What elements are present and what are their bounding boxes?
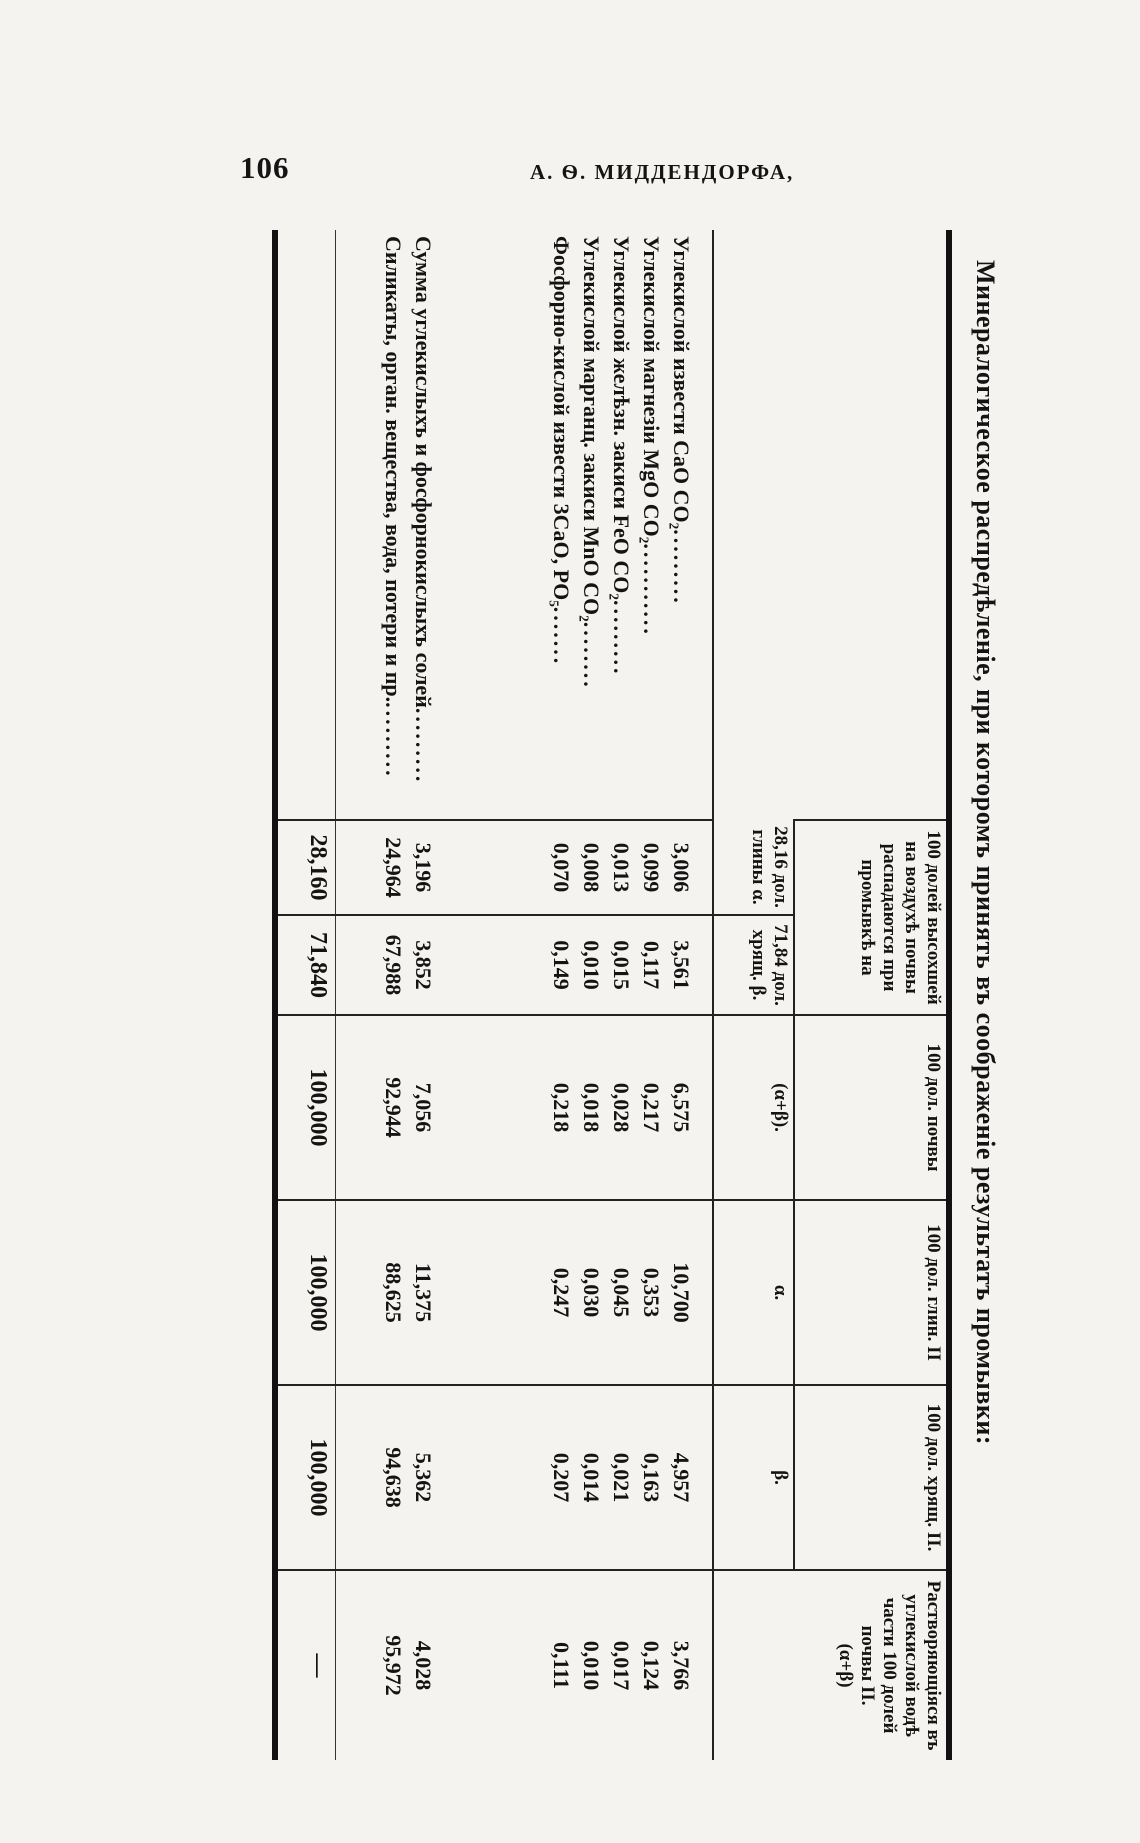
summary-label: Силикаты, орган. вещества, вода, потери и пр..........: [380, 236, 406, 779]
header-col-3-bottom: (α+β).: [713, 1015, 794, 1200]
cell: 0,010: [579, 1640, 605, 1691]
header-col-6: [713, 1570, 949, 1760]
mineral-distribution-table: [272, 230, 952, 1760]
header-col-4-top: 100 дол. глин. II: [794, 1200, 949, 1385]
cell: 95,972: [380, 1635, 406, 1696]
row-label-text: Углекислой извести CaO CO₂: [669, 236, 695, 530]
summary-labels: [336, 230, 440, 820]
row-label: Углекислой марганц. закиси MnO CO₂........: [579, 236, 605, 690]
total-col-4: 100,000: [275, 1200, 336, 1385]
row-label: Углекислой извести CaO CO₂.........: [669, 236, 695, 606]
col-2-values: [440, 915, 713, 1015]
header-col-1: 28,16 дол. глины α.: [713, 820, 794, 915]
header-col-3-top: 100 дол. почвы: [794, 1015, 949, 1200]
cell: 0,018: [579, 1082, 605, 1133]
row-label-text: Углекислой марганц. закиси MnO CO₂: [579, 236, 605, 622]
col-4-values: [440, 1200, 713, 1385]
summary-col-3: [336, 1015, 440, 1200]
cell: 3,006: [669, 842, 695, 893]
summary-col-2: [336, 915, 440, 1015]
cell: 24,964: [380, 837, 406, 898]
cell: 94,638: [380, 1447, 406, 1508]
cell: 0,124: [639, 1640, 665, 1691]
row-label-text: Фосфорно-кислой извести 3CaO, PO₅: [549, 236, 575, 607]
header-row-top: [794, 230, 949, 1760]
row-label-text: Углекислой желѣзн. закиси FeO CO₂: [609, 236, 635, 600]
summary-label-text: Сумма углекислыхъ и фосфорнокислыхъ солей: [410, 236, 436, 708]
cell: 6,575: [669, 1082, 695, 1133]
summary-col-1: [336, 820, 440, 915]
cell: 0,163: [639, 1452, 665, 1503]
table-title: Минералогическое распредѣленіе, при которомъ принять въ соображеніе результатъ промывки:: [971, 260, 1000, 1445]
rotated-table-wrapper: [265, 230, 1010, 1760]
header-col-6-bottom: (α+β): [835, 1643, 856, 1688]
cell: 0,014: [579, 1452, 605, 1503]
cell: 0,207: [549, 1452, 575, 1503]
cell: 0,045: [609, 1267, 635, 1318]
total-col-1: 28,160: [275, 820, 336, 915]
cell: 0,028: [609, 1082, 635, 1133]
total-col-3: 100,000: [275, 1015, 336, 1200]
cell: 4,957: [669, 1452, 695, 1503]
cell: 3,196: [410, 842, 436, 893]
col-3-values: [440, 1015, 713, 1200]
landscape-page: [265, 230, 1010, 1760]
mineral-labels: [440, 230, 713, 820]
header-blank: [713, 230, 949, 820]
cell: 4,028: [410, 1640, 436, 1691]
cell: 0,149: [549, 940, 575, 990]
header-col-6-text: Растворяющіяся въ углекислой водѣ части 100 долей почвы II.: [857, 1580, 944, 1751]
cell: 67,988: [380, 934, 406, 996]
cell: 0,099: [639, 842, 665, 893]
header-col-2: 71,84 дол. хрящ. β.: [713, 915, 794, 1015]
cell: 0,117: [639, 940, 665, 990]
cell: 0,218: [549, 1082, 575, 1133]
cell: 3,561: [669, 940, 695, 990]
row-label: Углекислой магнезіи MgO CO₂...........: [639, 236, 665, 637]
mineral-rows: [440, 230, 713, 1760]
cell: 3,852: [410, 940, 436, 990]
summary-col-5: [336, 1385, 440, 1570]
cell: 92,944: [380, 1077, 406, 1138]
total-row: [275, 230, 336, 1760]
summary-label: Сумма углекислыхъ и фосфорнокислыхъ солей.........: [410, 236, 436, 785]
cell: 0,353: [639, 1267, 665, 1318]
row-label: Фосфорно-кислой извести 3CaO, PO₅.......: [549, 236, 575, 667]
cell: 88,625: [380, 1262, 406, 1323]
cell: 0,008: [579, 842, 605, 893]
cell: 0,030: [579, 1267, 605, 1318]
running-head: А. Ѳ. МИДДЕНДОРФА,: [530, 160, 795, 184]
row-label-text: Углекислой магнезіи MgO CO₂: [639, 236, 665, 544]
header-col-4-bottom: α.: [713, 1200, 794, 1385]
cell: 0,021: [609, 1452, 635, 1503]
cell: 10,700: [669, 1262, 695, 1323]
row-label: Углекислой желѣзн. закиси FeO CO₂.........: [609, 236, 635, 677]
total-label-blank: [275, 230, 336, 820]
header-group-1: 100 долей высохшей на воздухѣ почвы распадаются при промывкѣ на: [794, 820, 949, 1015]
summary-label-text: Силикаты, орган. вещества, вода, потери и пр.: [380, 236, 406, 703]
cell: 0,070: [549, 842, 575, 893]
total-col-2: 71,840: [275, 915, 336, 1015]
cell: 0,017: [609, 1640, 635, 1691]
summary-col-6: [336, 1570, 440, 1760]
cell: 0,217: [639, 1082, 665, 1133]
col-1-values: [440, 820, 713, 915]
total-col-5: 100,000: [275, 1385, 336, 1570]
page-header: [0, 0, 1140, 260]
cell: 5,362: [410, 1452, 436, 1503]
cell: 7,056: [410, 1082, 436, 1133]
col-5-values: [440, 1385, 713, 1570]
summary-col-4: [336, 1200, 440, 1385]
cell: 0,010: [579, 940, 605, 990]
cell: 0,247: [549, 1267, 575, 1318]
page-number: 106: [240, 150, 290, 185]
total-col-6: —: [275, 1570, 336, 1760]
col-6-values: [440, 1570, 713, 1760]
cell: 11,375: [410, 1262, 436, 1323]
summary-rows: [336, 230, 440, 1760]
cell: 0,111: [549, 1641, 575, 1690]
cell: 0,015: [609, 940, 635, 990]
cell: 0,013: [609, 842, 635, 893]
header-col-5-top: 100 дол. хрящ. II.: [794, 1385, 949, 1570]
cell: 3,766: [669, 1640, 695, 1691]
header-col-5-bottom: β.: [713, 1385, 794, 1570]
